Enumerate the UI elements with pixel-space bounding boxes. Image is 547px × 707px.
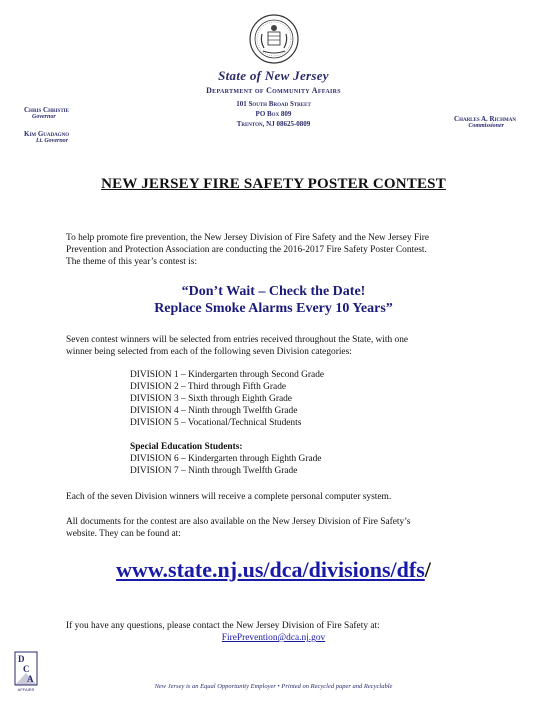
address-line-street: 101 South Broad Street bbox=[236, 100, 311, 108]
prize-line: Each of the seven Division winners will receive a complete personal computer system. bbox=[66, 492, 392, 502]
division-item: DIVISION 7 – Ninth through Twelfth Grade bbox=[130, 466, 298, 476]
website-link[interactable]: www.state.nj.us/dca/divisions/dfs bbox=[116, 557, 425, 582]
website-url-suffix: / bbox=[424, 557, 431, 582]
official-name: Charles A. Richman bbox=[454, 115, 516, 123]
official-title: Lt. Governor bbox=[36, 138, 68, 144]
department-name: Department of Community Affairs bbox=[206, 86, 341, 95]
winners-line: Seven contest winners will be selected from entries received throughout the State, with one bbox=[66, 335, 409, 345]
official-lt-governor bbox=[24, 130, 69, 144]
page-title: NEW JERSEY FIRE SAFETY POSTER CONTEST bbox=[101, 176, 446, 192]
questions-line: If you have any questions, please contact the New Jersey Division of Fire Safety at: bbox=[66, 621, 380, 631]
intro-line: Prevention and Protection Association are conducting the 2016-2017 Fire Safety Poster Contest. bbox=[66, 245, 427, 255]
contest-theme-line: “Don’t Wait – Check the Date! bbox=[181, 284, 366, 299]
division-item: DIVISION 3 – Sixth through Eighth Grade bbox=[130, 394, 292, 404]
documents-line: website. They can be found at: bbox=[66, 529, 181, 539]
division-item: DIVISION 4 – Ninth through Twelfth Grade bbox=[130, 406, 298, 416]
website-url-row bbox=[0, 557, 547, 583]
intro-line: To help promote fire prevention, the New Jersey Division of Fire Safety and the New Jersey Fire bbox=[66, 233, 430, 243]
contact-email-link[interactable]: FirePrevention@dca.nj.gov bbox=[221, 633, 326, 643]
division-item: DIVISION 5 – Vocational/Technical Students bbox=[130, 418, 302, 428]
division-item: DIVISION 1 – Kindergarten through Second Grade bbox=[130, 370, 325, 380]
official-governor bbox=[24, 106, 69, 120]
official-commissioner bbox=[454, 115, 516, 129]
state-title: State of New Jersey bbox=[218, 68, 329, 83]
dca-logo-letter: A bbox=[27, 674, 34, 684]
contest-theme-line: Replace Smoke Alarms Every 10 Years” bbox=[154, 301, 393, 316]
address-line-pobox: PO Box 809 bbox=[255, 110, 292, 118]
state-seal-icon bbox=[249, 14, 299, 64]
documents-line: All documents for the contest are also available on the New Jersey Division of Fire Safety’s bbox=[66, 517, 411, 527]
division-item: DIVISION 2 – Third through Fifth Grade bbox=[130, 382, 287, 392]
official-title: Governor bbox=[32, 114, 56, 120]
official-name: Chris Christie bbox=[24, 106, 69, 114]
dca-logo-caption: AFFAIRS bbox=[17, 687, 35, 692]
official-title: Commissioner bbox=[468, 123, 504, 129]
footer-note: New Jersey is an Equal Opportunity Employer • Printed on Recycled paper and Recyclable bbox=[154, 683, 393, 690]
intro-line: The theme of this year’s contest is: bbox=[66, 257, 198, 267]
official-name: Kim Guadagno bbox=[24, 130, 70, 138]
dca-logo-letter: D bbox=[18, 654, 25, 664]
winners-line: winner being selected from each of the following seven Division categories: bbox=[66, 347, 352, 357]
division-item: DIVISION 6 – Kindergarten through Eighth Grade bbox=[130, 454, 322, 464]
address-line-city: Trenton, NJ 08625-0809 bbox=[236, 120, 311, 128]
dca-logo-letter: C bbox=[23, 664, 30, 674]
special-education-heading: Special Education Students: bbox=[130, 442, 243, 452]
